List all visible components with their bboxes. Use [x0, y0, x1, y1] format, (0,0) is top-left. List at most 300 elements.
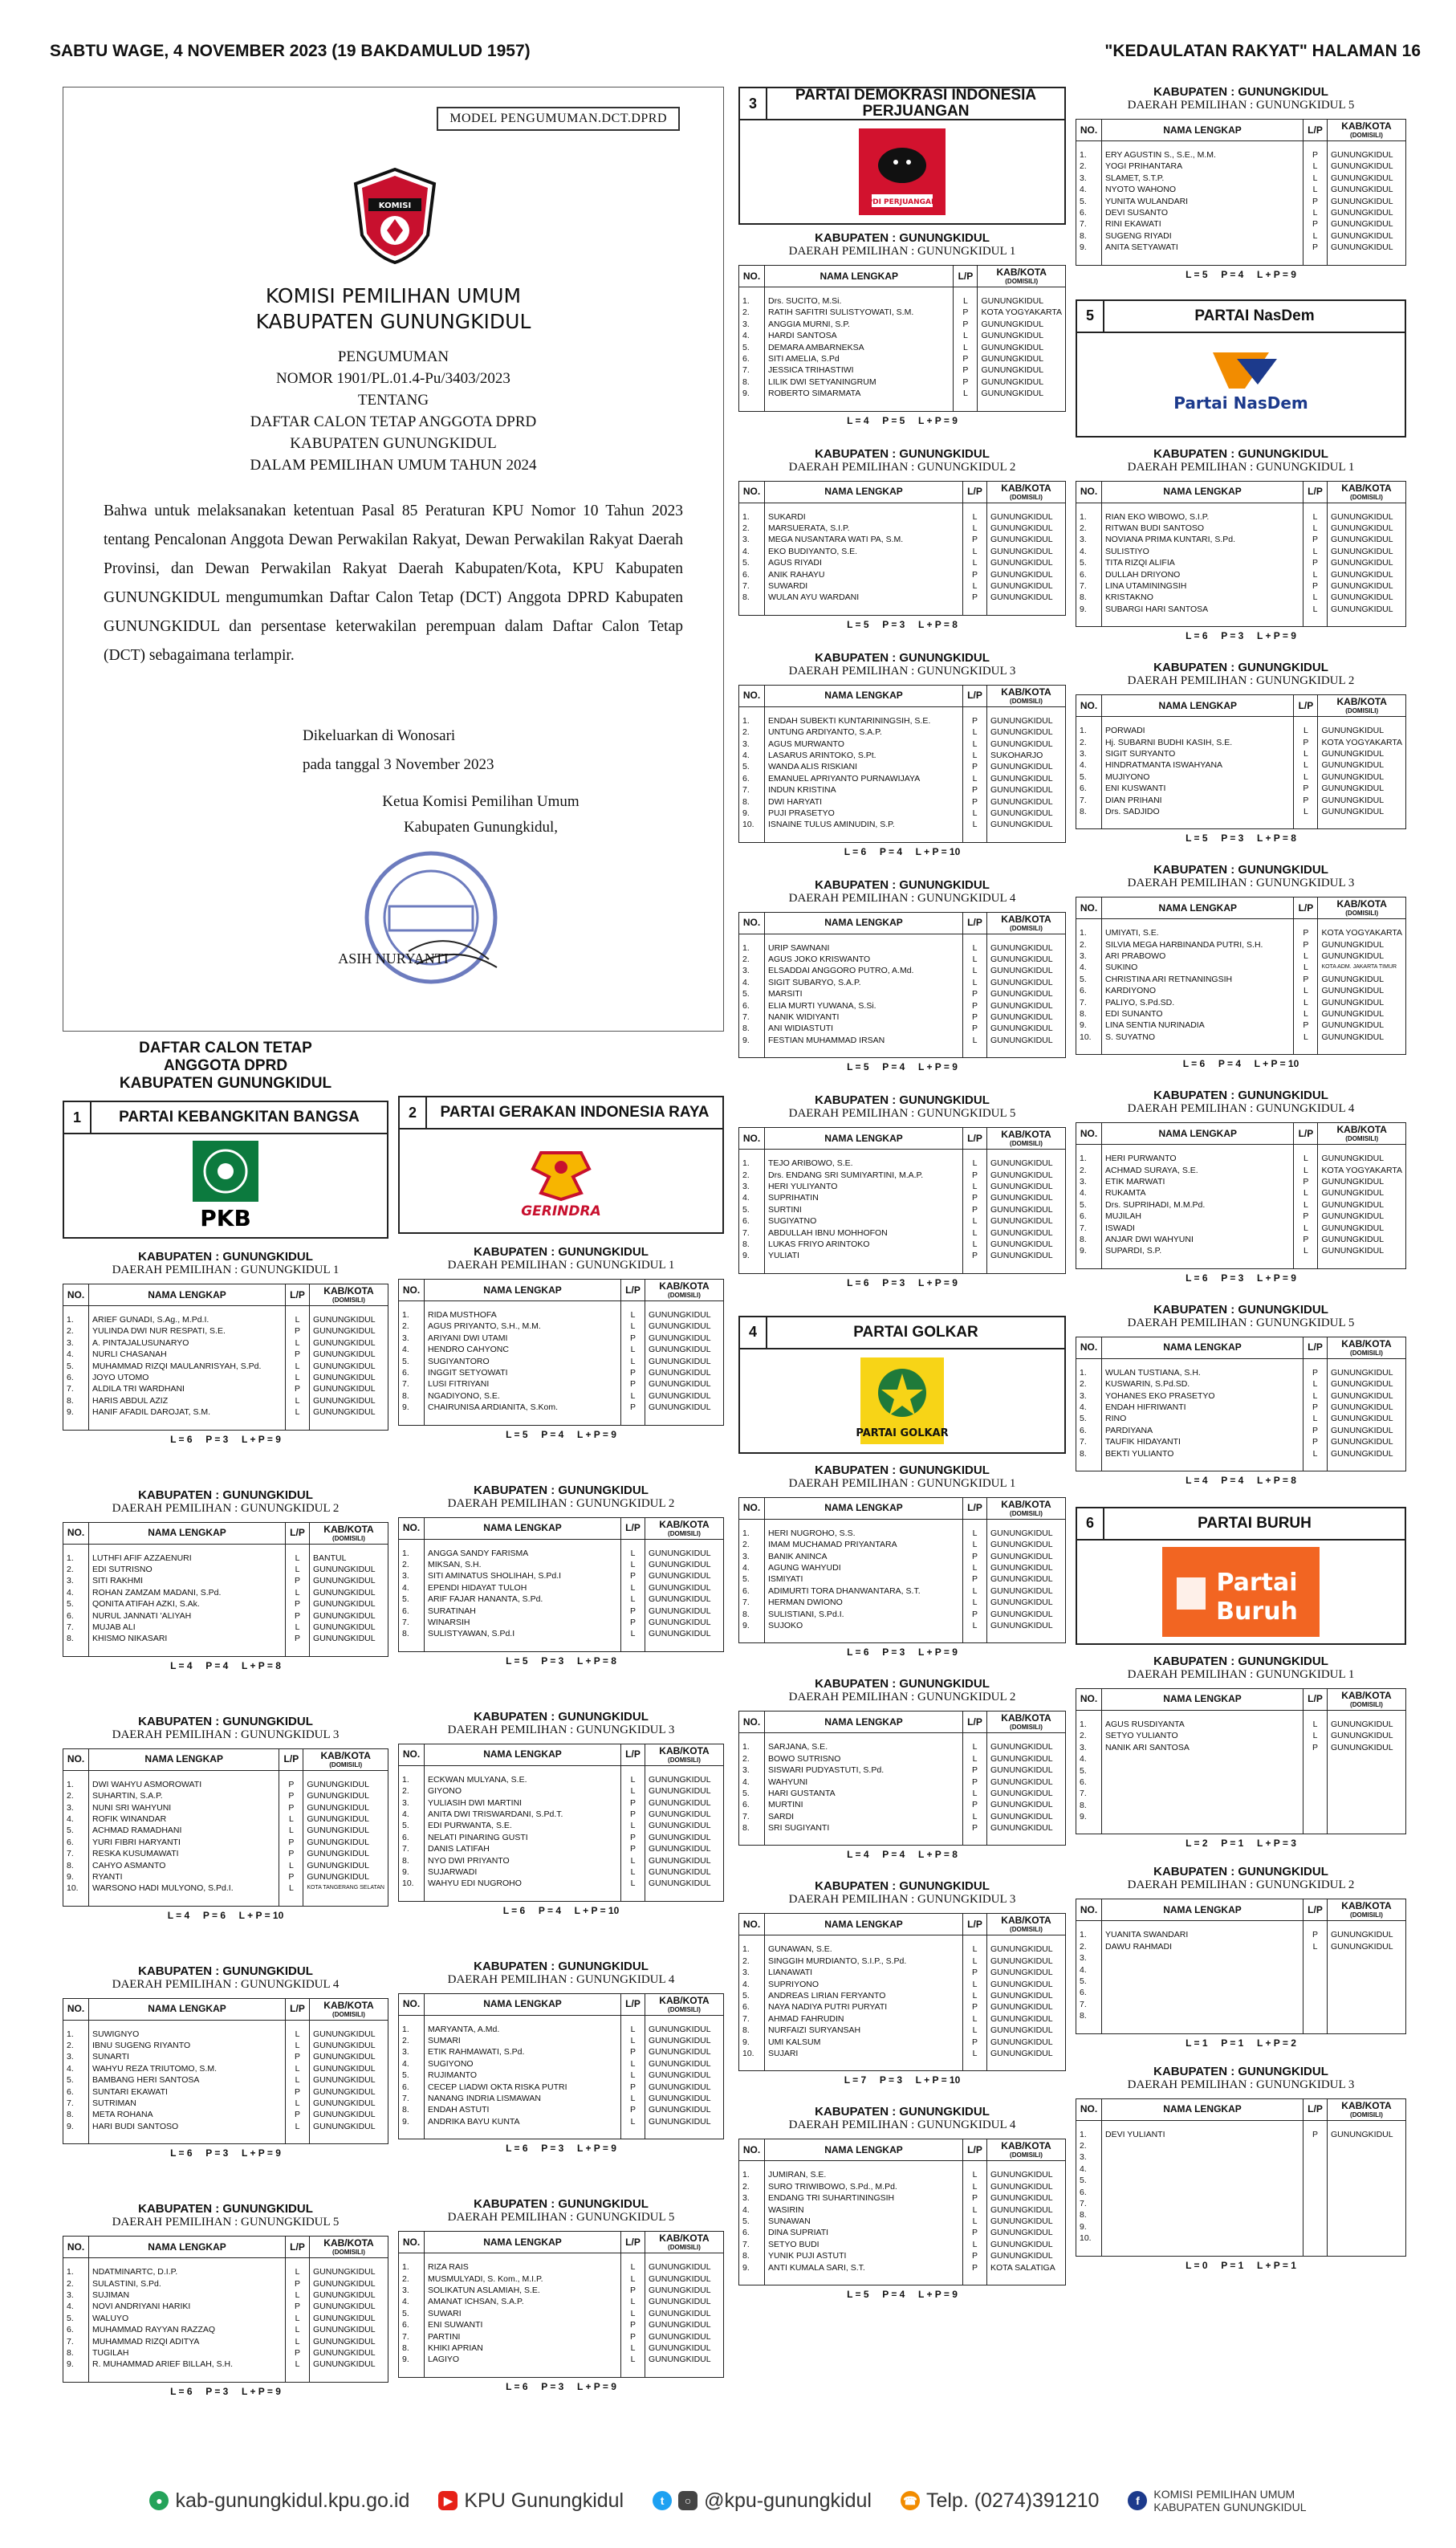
candidate-name: MUJIYONO [1102, 771, 1294, 783]
table-row: 6. CECEP LIADWI OKTA RISKA PUTRI P GUNUNGKIDUL [399, 2082, 724, 2093]
candidate-name: ACHMAD SURAYA, S.E. [1102, 1165, 1294, 1176]
table-row: 5. MUJIYONO L GUNUNGKIDUL [1076, 771, 1406, 783]
model-label: MODEL PENGUMUMAN.DCT.DPRD [437, 107, 680, 131]
candidate-name: WAHYU EDI NUGROHO [425, 1878, 621, 1889]
kabupaten-label: KABUPATEN : GUNUNGKIDUL [138, 1488, 313, 1502]
table-row: 3. SLAMET, S.T.P. L GUNUNGKIDUL [1076, 173, 1406, 184]
table-row: 9. RYANTI P GUNUNGKIDUL [63, 1871, 388, 1883]
candidate-name: SUKARDI [765, 503, 963, 523]
table-row: 5. QONITA ATIFAH AZKI, S.Ak. P GUNUNGKIDUL [63, 1598, 388, 1610]
pkb-logo-icon [191, 1139, 260, 1232]
candidate-name: ANIK RAHAYU [765, 569, 963, 580]
gender-summary: L = 6 P = 3 L + P = 9 [170, 1433, 281, 1445]
candidate-name: YULIATI [765, 1250, 963, 1261]
table-row: 4. WAHYUNI P GUNUNGKIDUL [739, 1777, 1066, 1788]
table-row: 3. [1076, 1952, 1406, 1964]
table-row: 2. MIKSAN, S.H. L GUNUNGKIDUL [399, 1559, 724, 1570]
candidate-name: LUSI FITRIYANI [425, 1378, 621, 1390]
table-row: 1. SARJANA, S.E. L GUNUNGKIDUL [739, 1733, 1066, 1753]
table-row: 4. WAHYU REZA TRIUTOMO, S.M. L GUNUNGKIDUL [63, 2063, 388, 2074]
table-row: 8. KRISTAKNO L GUNUNGKIDUL [1076, 592, 1406, 603]
table-row: 8. SULISTIANI, S.Pd.I. P GUNUNGKIDUL [739, 1609, 1066, 1620]
table-row: 8. ANJAR DWI WAHYUNI P GUNUNGKIDUL [1076, 1234, 1406, 1245]
dapil-section [738, 2105, 1066, 2300]
candidate-name [1102, 2163, 1303, 2175]
table-row: 1. DWI WAHYU ASMOROWATI P GUNUNGKIDUL [63, 1770, 388, 1790]
svg-text:PKB: PKB [200, 1205, 251, 1231]
party-logo [740, 1349, 1064, 1452]
party-box [1076, 299, 1406, 438]
candidate-name: WALUYO [89, 2313, 286, 2324]
table-row: 6. ENI KUSWANTI P GUNUNGKIDUL [1076, 783, 1406, 794]
candidate-name: HERMAN DWIONO [765, 1597, 963, 1608]
candidate-table: NO. NAMA LENGKAP L/P KAB/KOTA (DOMISILI) 1. HERI NUGROHO, S.S. L GUNUNGKIDUL 2. IMAM MUCHAMAD PRIYANTARA L GUNUNGKIDUL 3. BANIK ANINCA P GUNUNGKIDUL 4. AGUNG WAHYUDI L GUNUNGKIDUL 5. ISMIYATI P GUNUNGKIDUL 6. ADIMURTI TORA DHANWANTARA, S.T. L GUNUNGKIDUL 7. HERMAN DWIONO L GUNUNGKIDUL 8. SULISTIANI, S.Pd.I. P GUNUNGKIDUL 9. SUJOKO L GUNUNGKIDUL [738, 1497, 1066, 1644]
candidate-name: NAYA NADIYA PUTRI PURYATI [765, 2001, 963, 2013]
table-row: 9. LAGIYO L GUNUNGKIDUL [399, 2354, 724, 2365]
table-row: 4. RUKAMTA L GUNUNGKIDUL [1076, 1187, 1406, 1199]
column-gerindra [398, 1038, 724, 2400]
table-row: 1. SUWIGNYO L GUNUNGKIDUL [63, 2020, 388, 2040]
column-pdip-golkar [738, 87, 1066, 2303]
gender-summary: L = 6 P = 4 L + P = 10 [1182, 1058, 1299, 1070]
candidate-name: ADIMURTI TORA DHANWANTARA, S.T. [765, 1585, 963, 1597]
candidate-name: PARDIYANA [1102, 1425, 1303, 1436]
candidate-name: MUHAMMAD RAYYAN RAZZAQ [89, 2324, 286, 2335]
table-row: 7. LINA UTAMININGSIH P GUNUNGKIDUL [1076, 580, 1406, 592]
table-row: 7. [1076, 2198, 1406, 2209]
candidate-name [1102, 1765, 1303, 1777]
candidate-name: SULISTYAWAN, S.Pd.I [425, 1628, 621, 1639]
party-number: 2 [400, 1097, 427, 1128]
candidate-name: RYANTI [89, 1871, 279, 1883]
candidate-name: ANDRIKA BAYU KUNTA [425, 2116, 621, 2127]
kabupaten-label: KABUPATEN : GUNUNGKIDUL [1153, 661, 1328, 675]
table-row: 6. ADIMURTI TORA DHANWANTARA, S.T. L GUNUNGKIDUL [739, 1585, 1066, 1597]
party-number: 6 [1077, 1508, 1104, 1539]
kabupaten-label: KABUPATEN : GUNUNGKIDUL [1153, 1089, 1328, 1103]
dapil-title: DAERAH PEMILIHAN : GUNUNGKIDUL 1 [447, 1259, 675, 1272]
dapil-section [738, 1677, 1066, 1860]
table-row: 10. WARSONO HADI MULYONO, S.Pd.I. L KOTA TANGERANG SELATAN [63, 1883, 388, 1894]
candidate-name: YUNIK PUJI ASTUTI [765, 2250, 963, 2261]
candidate-name: ABDULLAH IBNU MOHHOFON [765, 1227, 963, 1239]
candidate-name: IBNU SUGENG RIYANTO [89, 2040, 286, 2051]
party-name: PARTAI KEBANGKITAN BANGSA [119, 1109, 360, 1125]
table-row: 8. LUKAS FRIYO ARINTOKO L GUNUNGKIDUL [739, 1239, 1066, 1250]
kabupaten-label: KABUPATEN : GUNUNGKIDUL [815, 1093, 990, 1108]
gender-summary: L = 4 P = 4 L + P = 8 [847, 1849, 958, 1861]
candidate-name: SUGIYATNO [765, 1215, 963, 1227]
table-row: 5. RINO L GUNUNGKIDUL [1076, 1413, 1406, 1424]
footer-youtube[interactable]: ▶ KPU Gunungkidul [438, 2489, 624, 2513]
gender-summary: L = 6 P = 3 L + P = 9 [170, 2385, 281, 2397]
kabupaten-label: KABUPATEN : GUNUNGKIDUL [1153, 1865, 1328, 1879]
table-row: 8. ENDAH ASTUTI P GUNUNGKIDUL [399, 2104, 724, 2115]
table-row: 1. DEVI YULIANTI P GUNUNGKIDUL [1076, 2120, 1406, 2140]
globe-icon: ● [149, 2491, 169, 2510]
table-row: 5. ANDREAS LIRIAN FERYANTO L GUNUNGKIDUL [739, 1990, 1066, 2001]
candidate-name: EKO BUDIYANTO, S.E. [765, 546, 963, 557]
candidate-name: GUNAWAN, S.E. [765, 1935, 963, 1956]
candidate-name: BOWO SUTRISNO [765, 1753, 963, 1764]
candidate-name: AGUS PRIYANTO, S.H., M.M. [425, 1321, 621, 1332]
candidate-name: PALIYO, S.Pd.SD. [1102, 997, 1294, 1008]
candidate-name: R. MUHAMMAD ARIEF BILLAH, S.H. [89, 2359, 286, 2370]
table-row: 4. EPENDI HIDAYAT TULOH L GUNUNGKIDUL [399, 1582, 724, 1594]
kabupaten-label: KABUPATEN : GUNUNGKIDUL [474, 1245, 649, 1259]
candidate-name: MIKSAN, S.H. [425, 1559, 621, 1570]
dapil-section [1076, 2065, 1406, 2271]
dapil-section [1076, 863, 1406, 1069]
candidate-name: HINDRATMANTA ISWAHYANA [1102, 759, 1294, 771]
footer-social[interactable]: t ○ @kpu-gunungkidul [653, 2489, 872, 2513]
gender-summary: L = 6 P = 3 L + P = 9 [847, 1276, 958, 1288]
table-row: 7. DIAN PRIHANI P GUNUNGKIDUL [1076, 795, 1406, 806]
table-row: 4. ROHAN ZAMZAM MADANI, S.Pd. L GUNUNGKIDUL [63, 1587, 388, 1598]
candidate-name: SITI AMINATUS SHOLIHAH, S.Pd.I [425, 1570, 621, 1581]
candidate-name: SILVIA MEGA HARBINANDA PUTRI, S.H. [1102, 939, 1294, 950]
table-row: 6. SUGIYATNO L GUNUNGKIDUL [739, 1215, 1066, 1227]
gender-summary: L = 5 P = 3 L + P = 8 [847, 618, 958, 630]
table-row: 10. [1076, 2233, 1406, 2244]
candidate-name: RIZA RAIS [425, 2253, 621, 2273]
table-row: 4. ENDAH HIFRIWANTI P GUNUNGKIDUL [1076, 1402, 1406, 1413]
kabupaten-label: KABUPATEN : GUNUNGKIDUL [1153, 1302, 1328, 1317]
table-row: 10. SUJARI L GUNUNGKIDUL [739, 2048, 1066, 2059]
candidate-name: SUPARDI, S.P. [1102, 1245, 1294, 1256]
gender-summary: L = 5 P = 4 L + P = 9 [847, 1061, 958, 1073]
candidate-table: NO. NAMA LENGKAP L/P KAB/KOTA (DOMISILI) 1. UMIYATI, S.E. P KOTA YOGYAKARTA 2. SILVIA MEGA HARBINANDA PUTRI, S.H. P GUNUNGKIDUL 3. ARI PRABOWO L GUNUNGKIDUL 4. SUKINO L KOTA ADM. JAKARTA TIMUR 5. CHRISTINA ARI RETNANINGSIH P GUNUNGKIDUL 6. KARDIYONO L GUNUNGKIDUL 7. PALIYO, S.Pd.SD. L GUNUNGKIDUL 8. EDI SUNANTO L GUNUNGKIDUL 9. LINA SENTIA NURINADIA P GUNUNGKIDUL 10. S. SUYATNO L GUNUNGKIDUL [1076, 897, 1406, 1055]
party-box [1076, 1507, 1406, 1645]
dapil-title: DAERAH PEMILIHAN : GUNUNGKIDUL 3 [112, 1728, 340, 1741]
table-row: 9. [1076, 2221, 1406, 2233]
table-row: 4. AMANAT ICHSAN, S.A.P. L GUNUNGKIDUL [399, 2296, 724, 2307]
table-row: 8. CAHYO ASMANTO L GUNUNGKIDUL [63, 1860, 388, 1871]
candidate-name: WULAN AYU WARDANI [765, 592, 963, 603]
candidate-name: WAHYUNI [765, 1777, 963, 1788]
table-row: 6. ANIK RAHAYU P GUNUNGKIDUL [739, 569, 1066, 580]
candidate-name: MARYANTA, A.Md. [425, 2015, 621, 2035]
table-row: 5. YUNITA WULANDARI P GUNUNGKIDUL [1076, 196, 1406, 207]
candidate-name: ELSADDAI ANGGORO PUTRO, A.Md. [765, 965, 963, 976]
dapil-title: DAERAH PEMILIHAN : GUNUNGKIDUL 1 [1127, 1667, 1355, 1681]
candidate-table: NO. NAMA LENGKAP L/P KAB/KOTA (DOMISILI) 1. SUKARDI L GUNUNGKIDUL 2. MARSUERATA, S.I.P. L GUNUNGKIDUL 3. MEGA NUSANTARA WATI PA, S.M. P GUNUNGKIDUL 4. EKO BUDIYANTO, S.E. L GUNUNGKIDUL 5. AGUS RIYADI L GUNUNGKIDUL 6. ANIK RAHAYU P GUNUNGKIDUL 7. SUWARDI L GUNUNGKIDUL 8. WULAN AYU WARDANI P GUNUNGKIDUL [738, 481, 1066, 616]
candidate-name: SULISTIYO [1102, 546, 1303, 557]
table-row: 8. YUNIK PUJI ASTUTI P GUNUNGKIDUL [739, 2250, 1066, 2261]
table-row: 4. SUPRIHATIN P GUNUNGKIDUL [739, 1192, 1066, 1203]
candidate-name: ENDAH ASTUTI [425, 2104, 621, 2115]
candidate-name: RATIH SAFITRI SULISTYOWATI, S.M. [765, 307, 954, 318]
left-subcolumns [63, 1038, 724, 2400]
table-row: 1. RIDA MUSTHOFA L GUNUNGKIDUL [399, 1301, 724, 1321]
table-row: 4. LASARUS ARINTOKO, S.Pt. L SUKOHARJO [739, 750, 1066, 761]
table-row: 9. ANDRIKA BAYU KUNTA L GUNUNGKIDUL [399, 2116, 724, 2127]
candidate-name: NUNI SRI WAHYUNI [89, 1802, 279, 1813]
candidate-name: MARSUERATA, S.I.P. [765, 523, 963, 534]
dapil-title: DAERAH PEMILIHAN : GUNUNGKIDUL 3 [1127, 877, 1355, 890]
table-row: 2. SINGGIH MURDIANTO, S.I.P., S.Pd. L GUNUNGKIDUL [739, 1956, 1066, 1967]
candidate-name: MUSMULYADI, S. Kom., M.I.P. [425, 2273, 621, 2285]
gender-summary: L = 7 P = 3 L + P = 10 [844, 2074, 961, 2086]
gender-summary: L = 5 P = 4 L + P = 9 [847, 2288, 958, 2300]
candidate-name: PORWADI [1102, 717, 1294, 737]
candidate-name: EMANUEL APRIYANTO PURNAWIJAYA [765, 773, 963, 784]
candidate-name: NYOTO WAHONO [1102, 184, 1303, 195]
candidate-name: SUKINO [1102, 962, 1294, 973]
table-row: 10. ISNAINE TULUS AMINUDIN, S.P. L GUNUNGKIDUL [739, 819, 1066, 830]
gender-summary: L = 6 P = 3 L + P = 9 [506, 2380, 616, 2392]
table-row: 7. RESKA KUSUMAWATI P GUNUNGKIDUL [63, 1848, 388, 1859]
table-row: 9. SUJOKO L GUNUNGKIDUL [739, 1620, 1066, 1631]
candidate-name: SARJANA, S.E. [765, 1733, 963, 1753]
gender-summary: L = 5 P = 3 L + P = 8 [1186, 832, 1296, 845]
candidate-name: CECEP LIADWI OKTA RISKA PUTRI [425, 2082, 621, 2093]
candidate-name: ENDANG TRI SUHARTININGSIH [765, 2192, 963, 2204]
candidate-name: DULLAH DRIYONO [1102, 569, 1303, 580]
footer-facebook[interactable]: f KOMISI PEMILIHAN UMUM KABUPATEN GUNUNGKIDUL [1128, 2488, 1306, 2513]
table-row: 2. IBNU SUGENG RIYANTO L GUNUNGKIDUL [63, 2040, 388, 2051]
table-row: 5. SUWARI L GUNUNGKIDUL [399, 2308, 724, 2319]
table-row: 1. SUKARDI L GUNUNGKIDUL [739, 503, 1066, 523]
table-row: 1. AGUS RUSDIYANTA L GUNUNGKIDUL [1076, 1710, 1406, 1730]
candidate-name: ECKWAN MULYANA, S.E. [425, 1765, 621, 1785]
candidate-name: CHAIRUNISA ARDIANITA, S.Kom. [425, 1402, 621, 1413]
table-row: 7. AHMAD FAHRUDIN L GUNUNGKIDUL [739, 2013, 1066, 2025]
candidate-name: KUSWARIN, S.Pd.SD. [1102, 1378, 1303, 1390]
dapil-section [738, 231, 1066, 426]
table-row: 2. MARSUERATA, S.I.P. L GUNUNGKIDUL [739, 523, 1066, 534]
table-row: 9. FESTIAN MUHAMMAD IRSAN L GUNUNGKIDUL [739, 1035, 1066, 1046]
dapil-section [63, 1964, 388, 2159]
candidate-name: ANITA SETYAWATI [1102, 242, 1303, 253]
candidate-name [1102, 2175, 1303, 2186]
candidate-name: NGADIYONO, S.E. [425, 1390, 621, 1402]
candidate-table: NO. NAMA LENGKAP L/P KAB/KOTA (DOMISILI) 1. NDATMINARTC, D.I.P. L GUNUNGKIDUL 2. SULASTINI, S.Pd. P GUNUNGKIDUL 3. SUJIMAN L GUNUNGKIDUL 4. NOVI ANDRIYANI HARIKI P GUNUNGKIDUL 5. WALUYO L GUNUNGKIDUL 6. MUHAMMAD RAYYAN RAZZAQ L GUNUNGKIDUL 7. MUHAMMAD RIZQI ADITYA L GUNUNGKIDUL 8. TUGILAH P GUNUNGKIDUL 9. R. MUHAMMAD ARIEF BILLAH, S.H. L GUNUNGKIDUL [63, 2236, 388, 2383]
table-row: 8. [1076, 2010, 1406, 2021]
candidate-name: ROHAN ZAMZAM MADANI, S.Pd. [89, 1587, 286, 1598]
table-row: 3. SIGIT SURYANTO L GUNUNGKIDUL [1076, 748, 1406, 759]
table-row: 1. WULAN TUSTIANA, S.H. P GUNUNGKIDUL [1076, 1358, 1406, 1378]
candidate-name: SISWARI PUDYASTUTI, S.Pd. [765, 1764, 963, 1776]
table-row: 5. AGUS RIYADI L GUNUNGKIDUL [739, 557, 1066, 568]
candidate-name [1102, 1964, 1303, 1976]
kabupaten-label: KABUPATEN : GUNUNGKIDUL [815, 446, 990, 461]
candidate-name: SUTRIMAN [89, 2098, 286, 2109]
footer-phone[interactable]: ☎ Telp. (0274)391210 [901, 2489, 1099, 2513]
candidate-name: ETIK RAHMAWATI, S.Pd. [425, 2046, 621, 2058]
table-row: 6. NURUL JANNATI 'ALIYAH P GUNUNGKIDUL [63, 1610, 388, 1622]
candidate-name: NURLI CHASANAH [89, 1349, 286, 1360]
candidate-name [1102, 2209, 1303, 2220]
candidate-name: JESSICA TRIHASTIWI [765, 364, 954, 376]
table-row: 2. EDI SUTRISNO L GUNUNGKIDUL [63, 1564, 388, 1575]
table-row: 4. WASIRIN L GUNUNGKIDUL [739, 2204, 1066, 2216]
dapil-section [1076, 1655, 1406, 1850]
table-row: 8. NURFAIZI SURYANSAH L GUNUNGKIDUL [739, 2025, 1066, 2036]
table-row: 3. AGUS MURWANTO L GUNUNGKIDUL [739, 739, 1066, 750]
candidate-name: HANIF AFADIL DAROJAT, S.M. [89, 1406, 286, 1418]
candidate-name: HENDRO CAHYONC [425, 1344, 621, 1355]
kabupaten-label: KABUPATEN : GUNUNGKIDUL [138, 2202, 313, 2216]
table-row: 7. INDUN KRISTINA P GUNUNGKIDUL [739, 784, 1066, 796]
candidate-name: URIP SAWNANI [765, 934, 963, 954]
table-row: 2. IMAM MUCHAMAD PRIYANTARA L GUNUNGKIDUL [739, 1539, 1066, 1550]
candidate-name [1102, 1987, 1303, 1998]
dapil-title: DAERAH PEMILIHAN : GUNUNGKIDUL 5 [447, 2211, 675, 2224]
table-row: 2. SURO TRIWIBOWO, S.Pd., M.Pd. L GUNUNGKIDUL [739, 2181, 1066, 2192]
table-row: 5. EDI PURWANTA, S.E. L GUNUNGKIDUL [399, 1820, 724, 1831]
golkar-logo-icon [856, 1356, 949, 1446]
gender-summary: L = 4 P = 5 L + P = 9 [847, 414, 958, 426]
candidate-name: ROBERTO SIMARMATA [765, 388, 954, 399]
candidate-name: LINA SENTIA NURINADIA [1102, 1020, 1294, 1031]
candidate-name: NOVI ANDRIYANI HARIKI [89, 2301, 286, 2312]
candidate-name: Drs. SUPRIHADI, M.M.Pd. [1102, 1199, 1294, 1211]
kabupaten-label: KABUPATEN : GUNUNGKIDUL [1153, 863, 1328, 877]
table-row: 2. KUSWARIN, S.Pd.SD. L GUNUNGKIDUL [1076, 1378, 1406, 1390]
table-row: 5. Drs. SUPRIHADI, M.M.Pd. L GUNUNGKIDUL [1076, 1199, 1406, 1211]
candidate-name: ANJAR DWI WAHYUNI [1102, 1234, 1294, 1245]
gender-summary: L = 2 P = 1 L + P = 3 [1186, 1838, 1296, 1850]
kabupaten-label: KABUPATEN : GUNUNGKIDUL [138, 1714, 313, 1728]
candidate-name: FESTIAN MUHAMMAD IRSAN [765, 1035, 963, 1046]
table-row: 5. BAMBANG HERI SANTOSA L GUNUNGKIDUL [63, 2074, 388, 2086]
table-row: 9. UMI KALSUM P GUNUNGKIDUL [739, 2037, 1066, 2048]
candidate-name [1102, 2198, 1303, 2209]
candidate-name: DINA SUPRIATI [765, 2227, 963, 2238]
candidate-name: RESKA KUSUMAWATI [89, 1848, 279, 1859]
candidate-name: ELIA MURTI YUWANA, S.Si. [765, 1000, 963, 1011]
candidate-name: ISNAINE TULUS AMINUDIN, S.P. [765, 819, 963, 830]
party-box [398, 1096, 724, 1234]
table-row: 6. DEVI SUSANTO L GUNUNGKIDUL [1076, 207, 1406, 218]
gender-summary: L = 5 P = 4 L + P = 9 [1186, 268, 1296, 280]
table-row: 6. JOYO UTOMO L GUNUNGKIDUL [63, 1372, 388, 1383]
candidate-table: NO. NAMA LENGKAP L/P KAB/KOTA (DOMISILI) 1. ARIEF GUNADI, S.Ag., M.Pd.I. L GUNUNGKIDUL 2. YULINDA DWI NUR RESPATI, S.E. P GUNUNGKIDUL 3. A. PINTAJALUSUNARYO L GUNUNGKIDUL 4. NURLI CHASANAH P GUNUNGKIDUL 5. MUHAMMAD RIZQI MAULANRISYAH, S.Pd. L GUNUNGKIDUL 6. JOYO UTOMO L GUNUNGKIDUL 7. ALDILA TRI WARDHANI P GUNUNGKIDUL 8. HARIS ABDUL AZIZ L GUNUNGKIDUL 9. HANIF AFADIL DAROJAT, S.M. L GUNUNGKIDUL [63, 1284, 388, 1431]
candidate-name: ANI WIDIASTUTI [765, 1023, 963, 1034]
table-row: 5. ACHMAD RAMADHANI L GUNUNGKIDUL [63, 1825, 388, 1836]
table-row: 9. LINA SENTIA NURINADIA P GUNUNGKIDUL [1076, 1020, 1406, 1031]
dapil-title: DAERAH PEMILIHAN : GUNUNGKIDUL 5 [788, 1107, 1016, 1121]
table-row: 4. ROFIK WINANDAR L GUNUNGKIDUL [63, 1813, 388, 1825]
page-footer [0, 2482, 1456, 2519]
dapil-title: DAERAH PEMILIHAN : GUNUNGKIDUL 5 [1127, 1316, 1355, 1329]
candidate-table: NO. NAMA LENGKAP L/P KAB/KOTA (DOMISILI) 1. DEVI YULIANTI P GUNUNGKIDUL 2. 3. 4. 5. 6. 7. 8. 9. 10. [1076, 2098, 1406, 2257]
table-row: 2. SULASTINI, S.Pd. P GUNUNGKIDUL [63, 2278, 388, 2290]
svg-text:Partai: Partai [1216, 1568, 1298, 1597]
dapil-title: DAERAH PEMILIHAN : GUNUNGKIDUL 3 [788, 1893, 1016, 1907]
candidate-name: RITWAN BUDI SANTOSO [1102, 523, 1303, 534]
kabupaten-label: KABUPATEN : GUNUNGKIDUL [1153, 2064, 1328, 2078]
svg-text:Buruh: Buruh [1216, 1597, 1298, 1626]
dapil-section [398, 1484, 724, 1667]
table-row: 8. [1076, 2209, 1406, 2220]
announcement-body: Bahwa untuk melaksanakan ketentuan Pasal 85 Peraturan KPU Nomor 10 Tahun 2023 tentang Pencalonan Anggota Dewan Perwakilan Rakyat, Dewan Perwakilan Rakyat Daerah Provinsi, dan Dewan Perwakilan Rakyat Daerah Kabupaten/Kota, KPU Kabupaten GUNUNGKIDUL mengumumkan Daftar Calon Tetap (DCT) Anggota DPRD Kabupaten GUNUNGKIDUL dan persentase keterwakilan perempuan dalam Daftar Calon Tetap (DCT) sebagaimana terlampir. [104, 503, 683, 664]
candidate-table: NO. NAMA LENGKAP L/P KAB/KOTA (DOMISILI) 1. SUWIGNYO L GUNUNGKIDUL 2. IBNU SUGENG RIYANTO L GUNUNGKIDUL 3. SUNARTI P GUNUNGKIDUL 4. WAHYU REZA TRIUTOMO, S.M. L GUNUNGKIDUL 5. BAMBANG HERI SANTOSA L GUNUNGKIDUL 6. SUNTARI EKAWATI P GUNUNGKIDUL 7. SUTRIMAN L GUNUNGKIDUL 8. META ROHANA P GUNUNGKIDUL 9. HARI BUDI SANTOSO L GUNUNGKIDUL [63, 1998, 388, 2145]
candidate-table: NO. NAMA LENGKAP L/P KAB/KOTA (DOMISILI) 1. WULAN TUSTIANA, S.H. P GUNUNGKIDUL 2. KUSWARIN, S.Pd.SD. L GUNUNGKIDUL 3. YOHANES EKO PRASETYO L GUNUNGKIDUL 4. ENDAH HIFRIWANTI P GUNUNGKIDUL 5. RINO L GUNUNGKIDUL 6. PARDIYANA P GUNUNGKIDUL 7. TAUFIK HIDAYANTI P GUNUNGKIDUL 8. BEKTI YULIANTO L GUNUNGKIDUL [1076, 1337, 1406, 1471]
candidate-name: TAUFIK HIDAYANTI [1102, 1436, 1303, 1447]
table-row: 1. RIZA RAIS L GUNUNGKIDUL [399, 2253, 724, 2273]
table-row: 7. MUJAB ALI L GUNUNGKIDUL [63, 1622, 388, 1633]
table-row: 6. MURTINI P GUNUNGKIDUL [739, 1799, 1066, 1810]
table-row: 9. SUBARGI HARI SANTOSA L GUNUNGKIDUL [1076, 604, 1406, 615]
candidate-table: NO. NAMA LENGKAP L/P KAB/KOTA (DOMISILI) 1. ECKWAN MULYANA, S.E. L GUNUNGKIDUL 2. GIYONO L GUNUNGKIDUL 3. YULIASIH DWI MARTINI P GUNUNGKIDUL 4. ANITA DWI TRISWARDANI, S.Pd.T. P GUNUNGKIDUL 5. EDI PURWANTA, S.E. L GUNUNGKIDUL 6. NELATI PINARING GUSTI P GUNUNGKIDUL 7. DANIS LATIFAH P GUNUNGKIDUL 8. NYO DWI PRIYANTO L GUNUNGKIDUL 9. SUJARWADI L GUNUNGKIDUL 10. WAHYU EDI NUGROHO L GUNUNGKIDUL [398, 1744, 724, 1902]
table-row: 8. KHIKI APRIAN L GUNUNGKIDUL [399, 2342, 724, 2354]
signatory: Ketua Komisi Pemilihan Umum Kabupaten Gunungkidul, [382, 793, 580, 836]
candidate-name: A. PINTAJALUSUNARYO [89, 1337, 286, 1349]
party-logo [740, 120, 1064, 223]
table-row: 4. [1076, 2163, 1406, 2175]
kabupaten-label: KABUPATEN : GUNUNGKIDUL [138, 1964, 313, 1978]
table-row: 6. YURI FIBRI HARYANTI P GUNUNGKIDUL [63, 1837, 388, 1848]
table-row: 6. ENI SUWANTI P GUNUNGKIDUL [399, 2319, 724, 2330]
candidate-name [1102, 1811, 1303, 1822]
party-name: PARTAI NasDem [1194, 307, 1315, 324]
dapil-title: DAERAH PEMILIHAN : GUNUNGKIDUL 3 [788, 664, 1016, 678]
gender-summary: L = 6 P = 3 L + P = 9 [1186, 1272, 1296, 1284]
table-row: 7. NANIK WIDIYANTI P GUNUNGKIDUL [739, 1011, 1066, 1023]
gender-summary: L = 5 P = 3 L + P = 8 [506, 1655, 616, 1667]
candidate-name: NANANG INDRIA LISMAWAN [425, 2093, 621, 2104]
candidate-name: SULASTINI, S.Pd. [89, 2278, 286, 2290]
dapil-section [738, 1463, 1066, 1659]
table-row: 6. [1076, 1777, 1406, 1788]
table-row: 9. ANTI KUMALA SARI, S.T. P KOTA SALATIGA [739, 2262, 1066, 2273]
table-row: 2. SUHARTIN, S.A.P. P GUNUNGKIDUL [63, 1790, 388, 1801]
table-row: 4. EKO BUDIYANTO, S.E. L GUNUNGKIDUL [739, 546, 1066, 557]
table-row: 2. SETYO YULIANTO L GUNUNGKIDUL [1076, 1730, 1406, 1741]
table-row: 1. ARIEF GUNADI, S.Ag., M.Pd.I. L GUNUNGKIDUL [63, 1306, 388, 1326]
candidate-name: NELATI PINARING GUSTI [425, 1832, 621, 1843]
candidate-name: ALDILA TRI WARDHANI [89, 1383, 286, 1394]
candidate-table: NO. NAMA LENGKAP L/P KAB/KOTA (DOMISILI) 1. AGUS RUSDIYANTA L GUNUNGKIDUL 2. SETYO YULIANTO L GUNUNGKIDUL 3. NANIK ARI SANTOSA P GUNUNGKIDUL 4. 5. 6. 7. 8. 9. [1076, 1688, 1406, 1835]
table-row: 5. [1076, 1976, 1406, 1987]
kabupaten-label: KABUPATEN : GUNUNGKIDUL [815, 1879, 990, 1894]
gerindra-logo-icon [517, 1137, 605, 1225]
candidate-name: EDI SUNANTO [1102, 1008, 1294, 1020]
dct-title: DAFTAR CALON TETAP ANGGOTA DPRD KABUPATEN GUNUNGKIDUL [119, 1040, 332, 1092]
table-row: 9. SUPARDI, S.P. L GUNUNGKIDUL [1076, 1245, 1406, 1256]
table-row: 1. Drs. SUCITO, M.Si. L GUNUNGKIDUL [739, 287, 1066, 307]
table-row: 7. JESSICA TRIHASTIWI P GUNUNGKIDUL [739, 364, 1066, 376]
dapil-title: DAERAH PEMILIHAN : GUNUNGKIDUL 4 [112, 1977, 340, 1991]
candidate-name: TEJO ARIBOWO, S.E. [765, 1150, 963, 1170]
table-row: 3. MEGA NUSANTARA WATI PA, S.M. P GUNUNGKIDUL [739, 534, 1066, 545]
candidate-table: NO. NAMA LENGKAP L/P KAB/KOTA (DOMISILI) 1. LUTHFI AFIF AZZAENURI L BANTUL 2. EDI SUTRISNO L GUNUNGKIDUL 3. SITI RAKHMI P GUNUNGKIDUL 4. ROHAN ZAMZAM MADANI, S.Pd. L GUNUNGKIDUL 5. QONITA ATIFAH AZKI, S.Ak. P GUNUNGKIDUL 6. NURUL JANNATI 'ALIYAH P GUNUNGKIDUL 7. MUJAB ALI L GUNUNGKIDUL 8. KHISMO NIKASARI P GUNUNGKIDUL [63, 1522, 388, 1657]
table-row: 2. UNTUNG ARDIYANTO, S.A.P. L GUNUNGKIDUL [739, 727, 1066, 738]
footer-website[interactable]: ● kab-gunungkidul.kpu.go.id [149, 2489, 409, 2513]
candidate-name: ISMIYATI [765, 1573, 963, 1585]
candidate-name: YURI FIBRI HARYANTI [89, 1837, 279, 1848]
table-row: 9. [1076, 1811, 1406, 1822]
table-row: 7. [1076, 1788, 1406, 1799]
candidate-name: GIYONO [425, 1785, 621, 1797]
table-row: 1. LUTHFI AFIF AZZAENURI L BANTUL [63, 1544, 388, 1564]
dapil-section [738, 878, 1066, 1073]
candidate-name: YOGI PRIHANTARA [1102, 161, 1303, 172]
candidate-name: INDUN KRISTINA [765, 784, 963, 796]
candidate-name: META ROHANA [89, 2109, 286, 2120]
candidate-name: SUGENG RIYADI [1102, 230, 1303, 242]
candidate-name: DIAN PRIHANI [1102, 795, 1294, 806]
table-row: 2. Drs. ENDANG SRI SUMIYARTINI, M.A.P. P GUNUNGKIDUL [739, 1170, 1066, 1181]
dapil-section [398, 1710, 724, 1916]
candidate-name: WARSONO HADI MULYONO, S.Pd.I. [89, 1883, 279, 1894]
candidate-name [1102, 1999, 1303, 2010]
table-row: 7. DANIS LATIFAH P GUNUNGKIDUL [399, 1843, 724, 1854]
table-row: 2. [1076, 2140, 1406, 2151]
table-row: 7. [1076, 1999, 1406, 2010]
